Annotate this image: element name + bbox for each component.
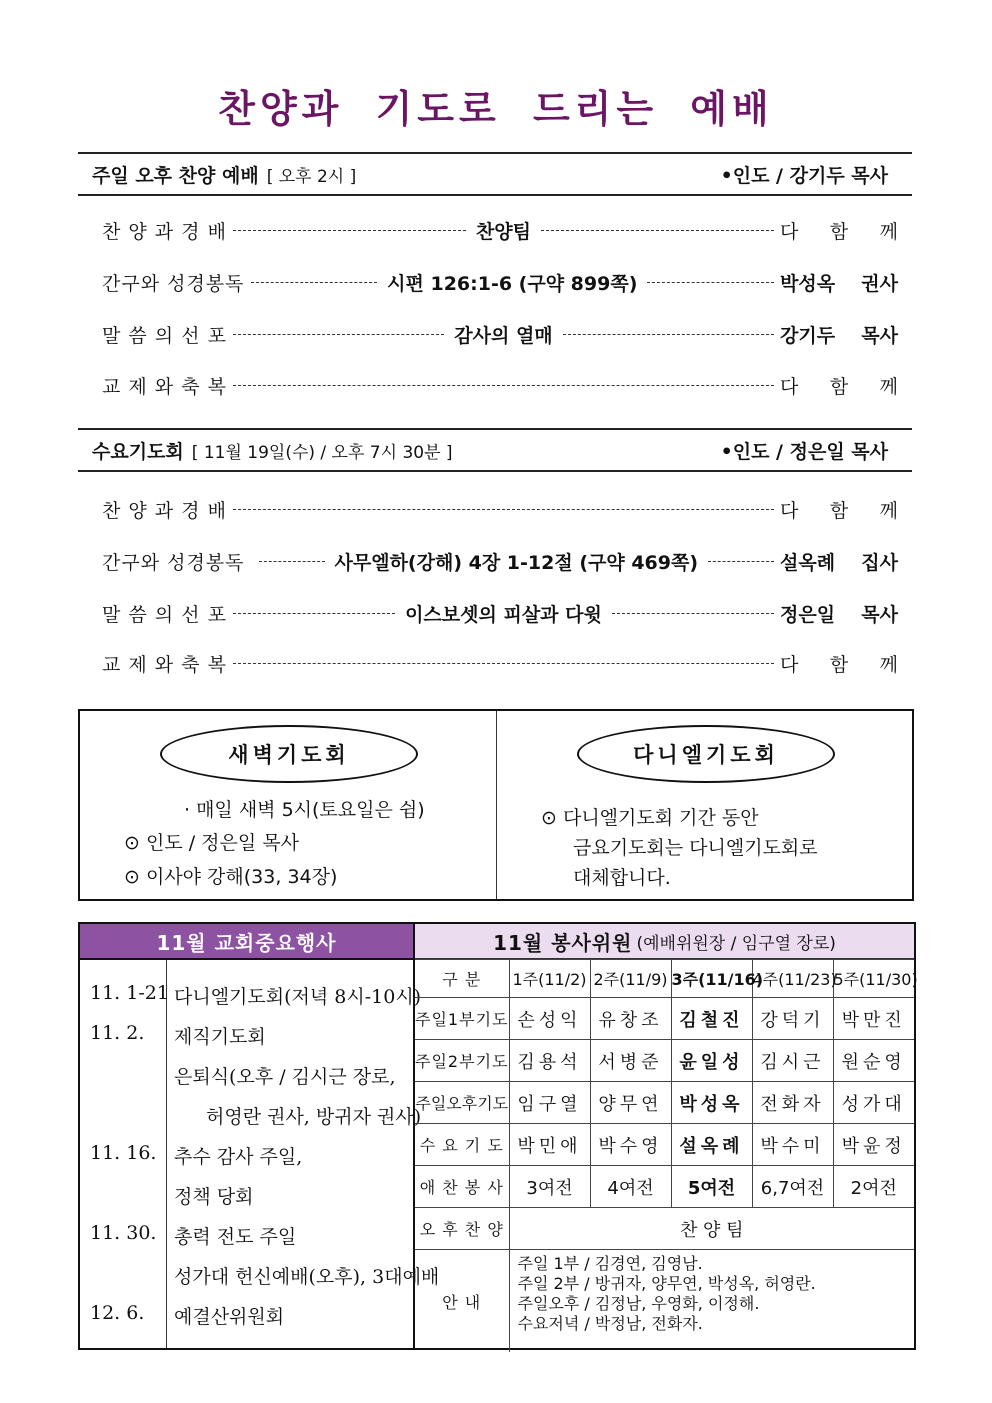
sunday-order-row — [102, 215, 898, 245]
table-cell: 강덕기 — [752, 998, 833, 1040]
dash-leader — [233, 385, 774, 386]
table-cell: 박만진 — [833, 998, 914, 1040]
row-label: 주일1부기도 — [415, 998, 509, 1040]
table-header-cell: 3주(11/16) — [671, 960, 752, 998]
row-label: 애 찬 봉 사 — [415, 1166, 509, 1208]
order-label: 교 제 와 축 복 — [102, 375, 227, 398]
dash-leader — [251, 282, 378, 283]
notice-line: 주일 2부 / 방귀자, 양무연, 박성옥, 허영란. — [517, 1274, 816, 1293]
wednesday-leader: •인도 / 정은일 목사 — [720, 440, 888, 463]
volunteers-title: 11월 봉사위원 — [493, 930, 633, 955]
sunday-title-text: 주일 오후 찬양 예배 — [92, 164, 259, 187]
daniel-prayer-line: ⊙ 다니엘기도회 기간 동안 — [541, 807, 759, 829]
order-content: 이스보셋의 피살과 다윗 — [405, 603, 602, 626]
dash-leader — [233, 613, 395, 614]
table-row — [415, 1208, 914, 1250]
dash-leader — [233, 509, 774, 510]
lower-section — [78, 922, 916, 1350]
table-cell: 윤일성 — [671, 1040, 752, 1082]
sunday-time: [ 오후 2시 ] — [266, 166, 357, 187]
table-cell: 유창조 — [590, 998, 671, 1040]
sunday-order-row — [102, 319, 898, 349]
sunday-service-header — [78, 152, 912, 196]
table-cell: 4여전 — [590, 1166, 671, 1208]
table-cell: 5여전 — [671, 1166, 752, 1208]
notice-line: 주일 1부 / 김경연, 김영남. — [517, 1254, 703, 1273]
table-header-cell: 4주(11/23) — [752, 960, 833, 998]
volunteers-panel — [415, 924, 918, 1348]
wednesday-service-header — [78, 428, 912, 472]
daniel-prayer-line: 대체합니다. — [573, 867, 671, 889]
volunteers-header — [415, 924, 914, 959]
event-date: 12. 6. — [90, 1302, 145, 1324]
wednesday-time: [ 11월 19일(수) / 오후 7시 30분 ] — [191, 442, 453, 463]
table-header-cell: 구 분 — [415, 960, 509, 998]
dawn-prayer-line: ⊙ 인도 / 정은일 목사 — [124, 832, 299, 854]
events-title: 11월 교회중요행사 — [80, 924, 413, 960]
event-text: 총력 전도 주일 — [174, 1226, 297, 1248]
table-row — [415, 1166, 914, 1208]
event-text: 예결산위원회 — [174, 1306, 285, 1328]
event-text: 추수 감사 주일, — [174, 1146, 303, 1168]
order-content: 찬양팀 — [475, 220, 531, 243]
sunday-header-title — [78, 161, 356, 188]
volunteers-table — [415, 959, 918, 1352]
order-label: 말 씀 의 선 포 — [102, 603, 227, 626]
table-row — [415, 1040, 914, 1082]
table-cell: 전화자 — [752, 1082, 833, 1124]
table-cell: 성가대 — [833, 1082, 914, 1124]
row-label: 주일2부기도 — [415, 1040, 509, 1082]
event-text: 은퇴식(오후 / 김시근 장로, — [174, 1066, 396, 1088]
dash-leader — [259, 561, 325, 562]
order-label: 찬 양 과 경 배 — [102, 499, 227, 522]
table-row — [415, 1250, 914, 1353]
notice-line: 주일오후 / 김정남, 우영화, 이정해. — [517, 1294, 760, 1313]
daniel-prayer-panel — [497, 711, 912, 899]
order-content: 시편 126:1-6 (구약 899쪽) — [387, 272, 638, 295]
order-content: 사무엘하(강해) 4장 1-12절 (구약 469쪽) — [334, 551, 699, 574]
table-header-cell: 2주(11/9) — [590, 960, 671, 998]
table-row — [415, 1124, 914, 1166]
order-person: 다 함 께 — [780, 375, 898, 398]
order-person: 강기두 목사 — [780, 324, 899, 347]
notice-cell — [509, 1250, 914, 1353]
event-date: 11. 16. — [90, 1142, 157, 1164]
volunteers-note: (예배위원장 / 임구열 장로) — [636, 933, 836, 954]
daniel-prayer-title: 다니엘기도회 — [577, 725, 835, 783]
event-date: 11. 1-21 — [90, 982, 169, 1004]
events-list — [80, 960, 440, 1348]
table-header-cell: 1주(11/2) — [509, 960, 590, 998]
wednesday-title-text: 수요기도회 — [92, 440, 184, 463]
table-cell: 3여전 — [509, 1166, 590, 1208]
row-label: 수 요 기 도 — [415, 1124, 509, 1166]
order-person: 설옥례 집사 — [780, 551, 899, 574]
order-label: 교 제 와 축 복 — [102, 653, 227, 676]
table-cell: 박수미 — [752, 1124, 833, 1166]
order-label: 찬 양 과 경 배 — [102, 220, 227, 243]
wednesday-order-row — [102, 598, 898, 628]
event-text: 제직기도회 — [174, 1026, 266, 1048]
table-cell: 박성옥 — [671, 1082, 752, 1124]
table-cell: 김철진 — [671, 998, 752, 1040]
order-content: 감사의 열매 — [454, 324, 553, 347]
event-text: 허영란 권사, 방귀자 권사) — [206, 1106, 422, 1128]
table-cell: 원순영 — [833, 1040, 914, 1082]
table-cell: 임구열 — [509, 1082, 590, 1124]
table-row — [415, 998, 914, 1040]
table-row — [415, 1082, 914, 1124]
order-person: 다 함 께 — [780, 220, 898, 243]
table-cell: 2여전 — [833, 1166, 914, 1208]
table-cell: 양무연 — [590, 1082, 671, 1124]
table-cell: 손성익 — [509, 998, 590, 1040]
dawn-prayer-line: · 매일 새벽 5시(토요일은 쉼) — [184, 799, 425, 821]
table-cell: 6,7여전 — [752, 1166, 833, 1208]
wednesday-header-title — [78, 437, 453, 464]
sunday-order-row — [102, 267, 898, 297]
row-label: 오 후 찬 양 — [415, 1208, 509, 1250]
table-cell: 김시근 — [752, 1040, 833, 1082]
daniel-prayer-line: 금요기도회는 다니엘기도회로 — [573, 837, 818, 859]
order-person: 다 함 께 — [780, 653, 898, 676]
sunday-leader: •인도 / 강기두 목사 — [720, 164, 888, 187]
event-date: 11. 30. — [90, 1222, 157, 1244]
wednesday-order-row — [102, 494, 898, 524]
wednesday-order-row — [102, 648, 898, 678]
order-person: 다 함 께 — [780, 499, 898, 522]
dash-leader — [563, 334, 774, 335]
praise-team-cell: 찬 양 팀 — [509, 1208, 914, 1250]
events-panel — [80, 924, 440, 1348]
sunday-order-row — [102, 370, 898, 400]
page-title: 찬양과 기도로 드리는 예배 — [218, 87, 774, 131]
dash-leader — [541, 230, 774, 231]
order-label: 간구와 성경봉독 — [102, 551, 245, 574]
prayer-meetings-box — [78, 709, 914, 901]
table-header-cell: 5주(11/30) — [833, 960, 914, 998]
event-date: 11. 2. — [90, 1022, 145, 1044]
dash-leader — [708, 561, 774, 562]
events-divider — [166, 960, 167, 1348]
dash-leader — [233, 230, 466, 231]
dash-leader — [612, 613, 774, 614]
dawn-prayer-panel — [80, 711, 497, 899]
table-cell: 설옥례 — [671, 1124, 752, 1166]
order-person: 정은일 목사 — [780, 603, 898, 626]
dash-leader — [233, 663, 774, 664]
order-label: 말 씀 의 선 포 — [102, 324, 227, 347]
wednesday-order-row — [102, 546, 898, 576]
order-person: 박성옥 권사 — [780, 272, 899, 295]
dawn-prayer-line: ⊙ 이사야 강해(33, 34장) — [124, 866, 338, 888]
table-cell: 서병준 — [590, 1040, 671, 1082]
row-label: 안 내 — [415, 1250, 509, 1353]
dawn-prayer-title: 새벽기도회 — [160, 725, 418, 783]
table-cell: 박민애 — [509, 1124, 590, 1166]
table-cell: 박수영 — [590, 1124, 671, 1166]
order-label: 간구와 성경봉독 — [102, 272, 245, 295]
row-label: 주일오후기도 — [415, 1082, 509, 1124]
table-cell: 김용석 — [509, 1040, 590, 1082]
dash-leader — [233, 334, 444, 335]
event-text: 다니엘기도회(저녁 8시-10시) — [174, 986, 422, 1008]
dash-leader — [647, 282, 774, 283]
table-cell: 박윤정 — [833, 1124, 914, 1166]
event-text: 정책 당회 — [174, 1186, 254, 1208]
table-header-row — [415, 960, 914, 998]
notice-line: 수요저녁 / 박정남, 전화자. — [517, 1314, 703, 1333]
event-text: 성가대 헌신예배(오후), 3대예배 — [174, 1266, 440, 1288]
